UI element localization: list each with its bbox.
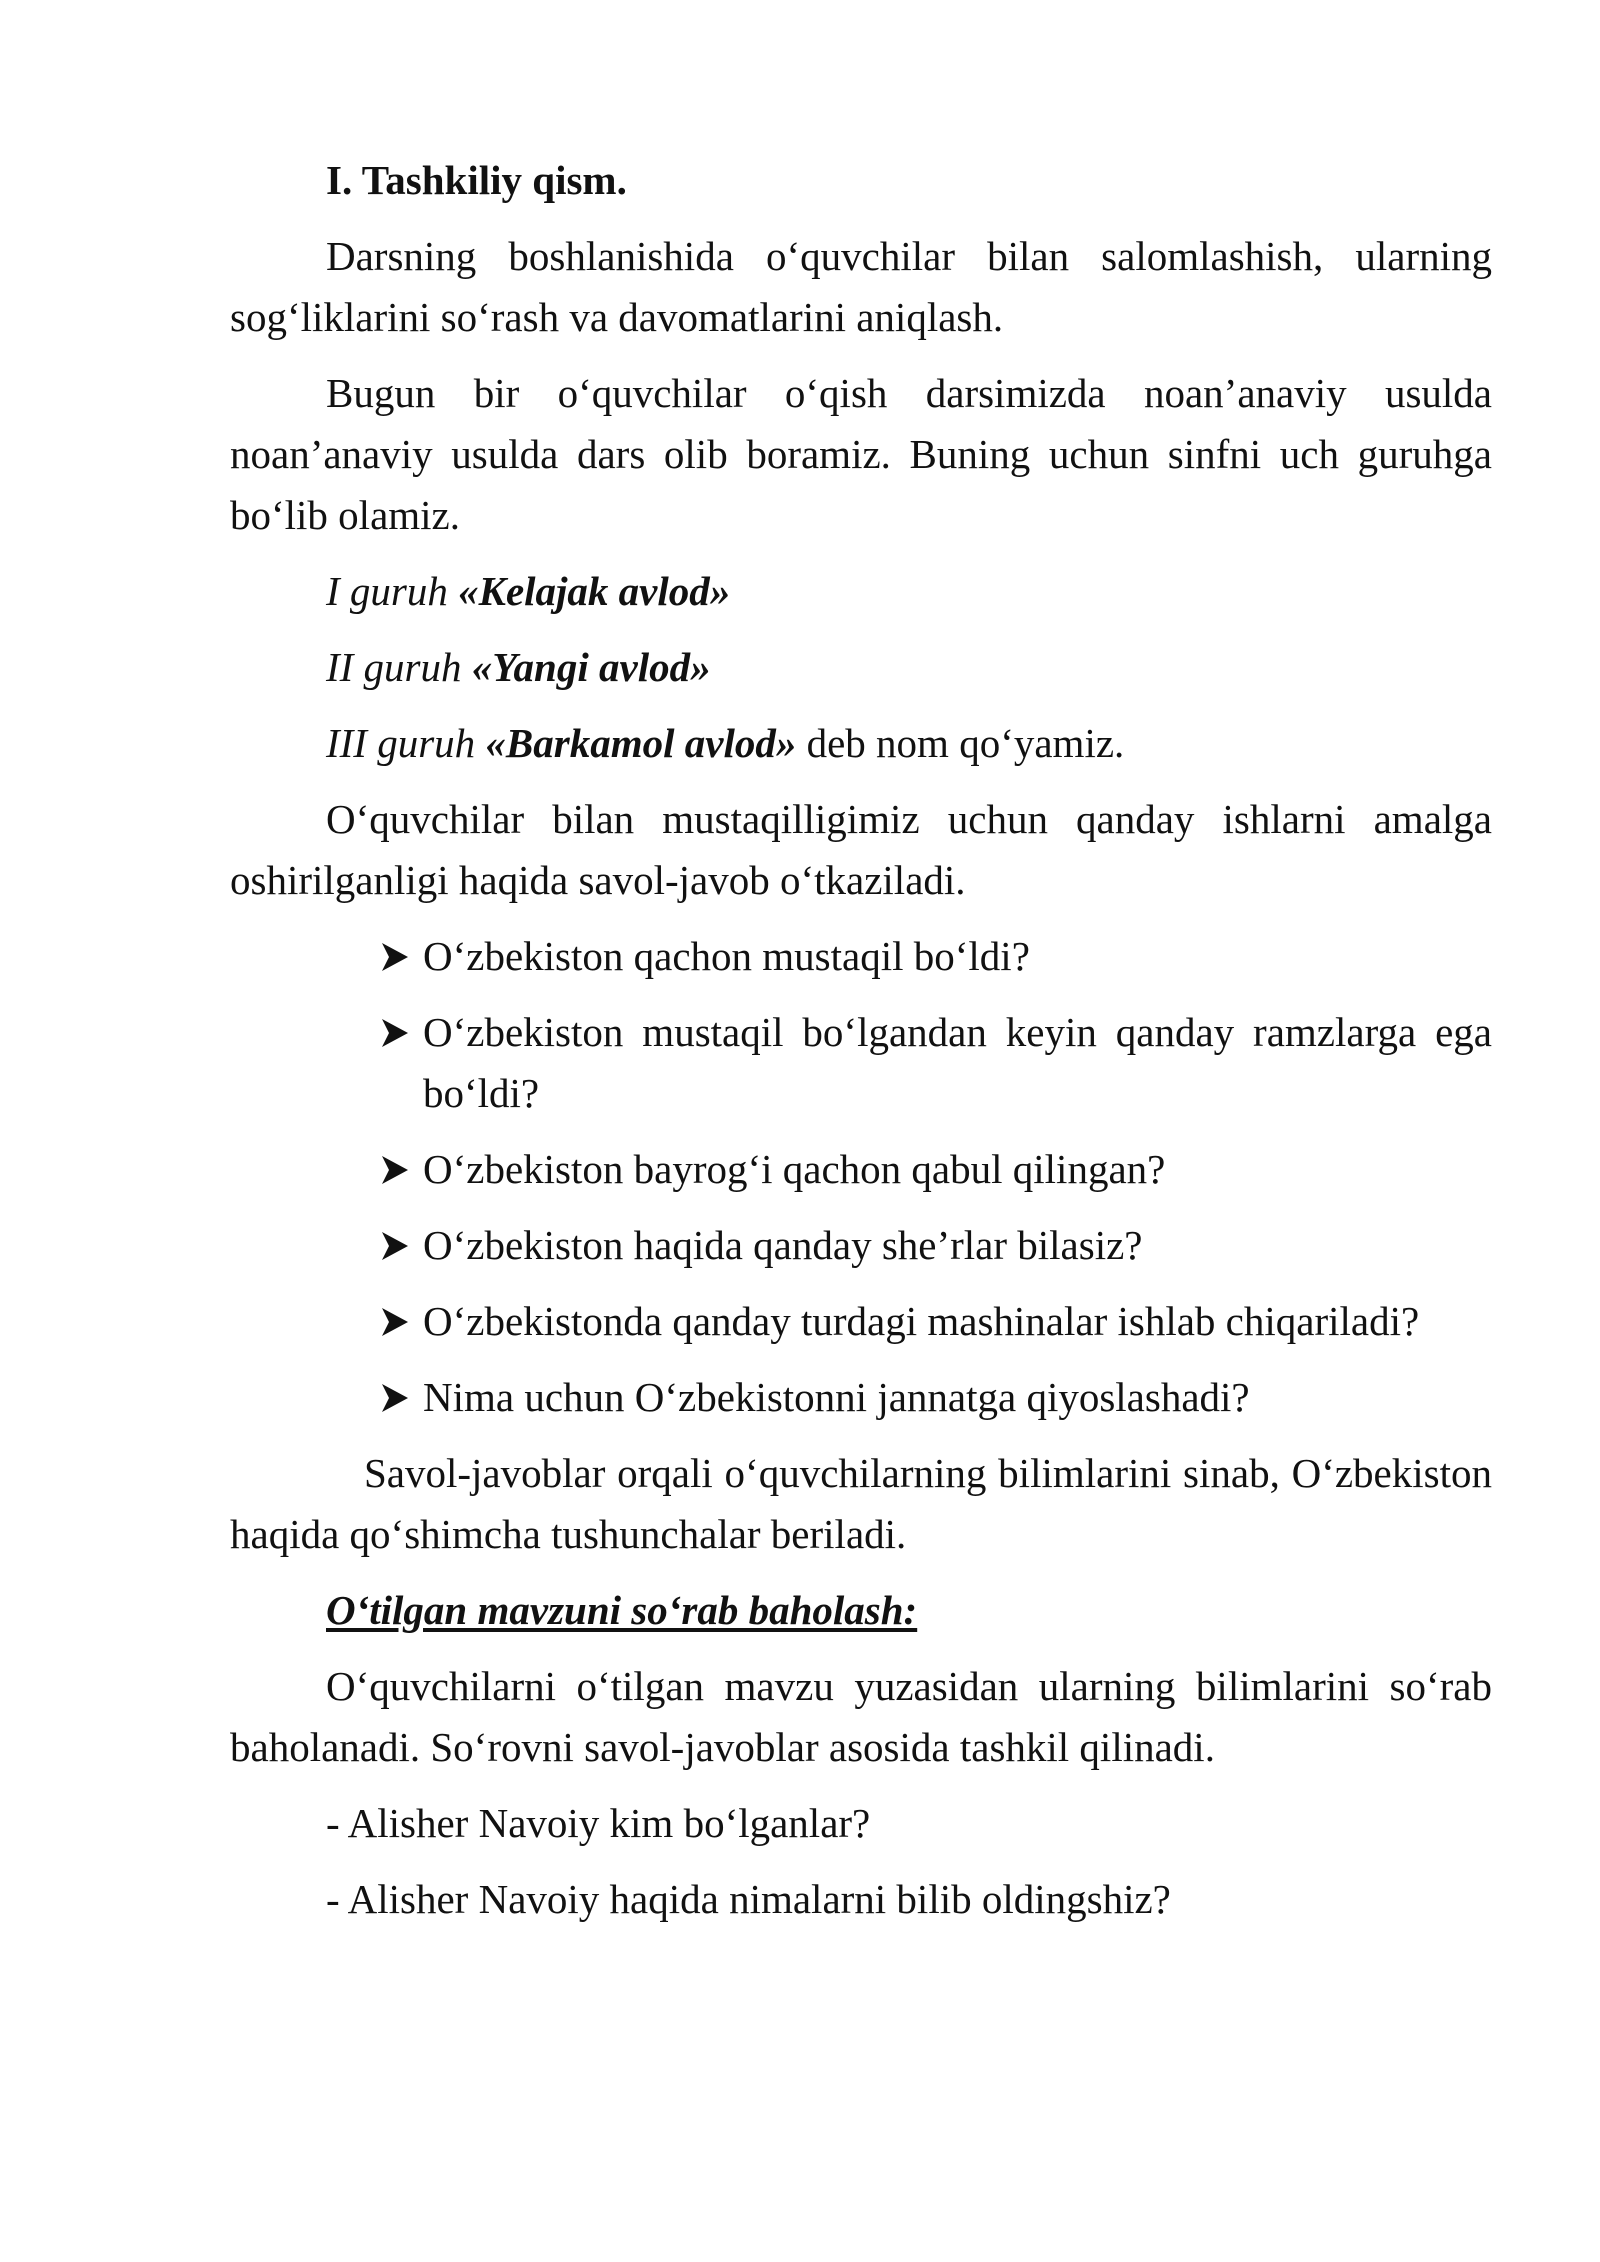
lesson-paragraph: Bugun bir o‘quvchilar o‘qish darsimizda noan’anaviy usulda noan’anaviy usulda dars olib boramiz. Buning uchun sinfni uch guruhga bo‘lib olamiz. [230,370,1492,538]
discussion-paragraph: O‘quvchilar bilan mustaqilligimiz uchun qanday ishlarni amalga oshirilganligi haqida savol-javob o‘tkaziladi. [230,796,1492,903]
question-text: Nima uchun O‘zbekistonni jannatga qiyoslashadi? [423,1374,1250,1420]
arrowhead-bullet-icon [378,926,412,987]
group-suffix: deb nom qo‘yamiz. [796,720,1125,766]
dash-question: - Alisher Navoiy kim bo‘lganlar? [326,1800,871,1846]
question-item [378,1367,1492,1428]
question-text: O‘zbekiston bayrog‘i qachon qabul qilingan? [423,1146,1166,1192]
question-item [378,1139,1492,1200]
question-item [378,1291,1492,1352]
group-line-2 [230,637,1492,698]
section-title: I. Tashkiliy qism. [326,157,627,203]
group-name: «Kelajak avlod» [458,568,731,614]
question-text: O‘zbekiston mustaqil bo‘lgandan keyin qanday ramzlarga ega bo‘ldi? [423,1009,1492,1116]
group-line-1 [230,561,1492,622]
group-line-3 [230,713,1492,774]
dash-question: - Alisher Navoiy haqida nimalarni bilib oldingshiz? [326,1876,1171,1922]
intro-paragraph: Darsning boshlanishida o‘quvchilar bilan salomlashish, ularning sog‘liklarini so‘rash va davomatlarini aniqlash. [230,233,1492,340]
document-page [230,150,1492,1945]
group-label: III guruh [326,720,486,766]
summary-paragraph: Savol-javoblar orqali o‘quvchilarning bilimlarini sinab, O‘zbekiston haqida qo‘shimcha tushunchalar beriladi. [230,1450,1492,1557]
arrowhead-bullet-icon [378,1215,412,1276]
question-item [378,1002,1492,1124]
group-label: II guruh [326,644,472,690]
arrowhead-bullet-icon [378,1002,412,1063]
arrowhead-bullet-icon [378,1291,412,1352]
question-item [378,926,1492,987]
question-list [230,926,1492,1428]
assessment-heading: O‘tilgan mavzuni so‘rab baholash: [326,1587,918,1633]
arrowhead-bullet-icon [378,1139,412,1200]
group-label: I guruh [326,568,459,614]
question-text: O‘zbekiston haqida qanday she’rlar bilasiz? [423,1222,1143,1268]
group-name: «Barkamol avlod» [485,720,797,766]
question-item [378,1215,1492,1276]
assessment-paragraph: O‘quvchilarni o‘tilgan mavzu yuzasidan ularning bilimlarini so‘rab baholanadi. So‘rovni savol-javoblar asosida tashkil qilinadi. [230,1663,1492,1770]
arrowhead-bullet-icon [378,1367,412,1428]
question-text: O‘zbekiston qachon mustaqil bo‘ldi? [423,933,1030,979]
group-name: «Yangi avlod» [471,644,711,690]
question-text: O‘zbekistonda qanday turdagi mashinalar ishlab chiqariladi? [423,1298,1420,1344]
